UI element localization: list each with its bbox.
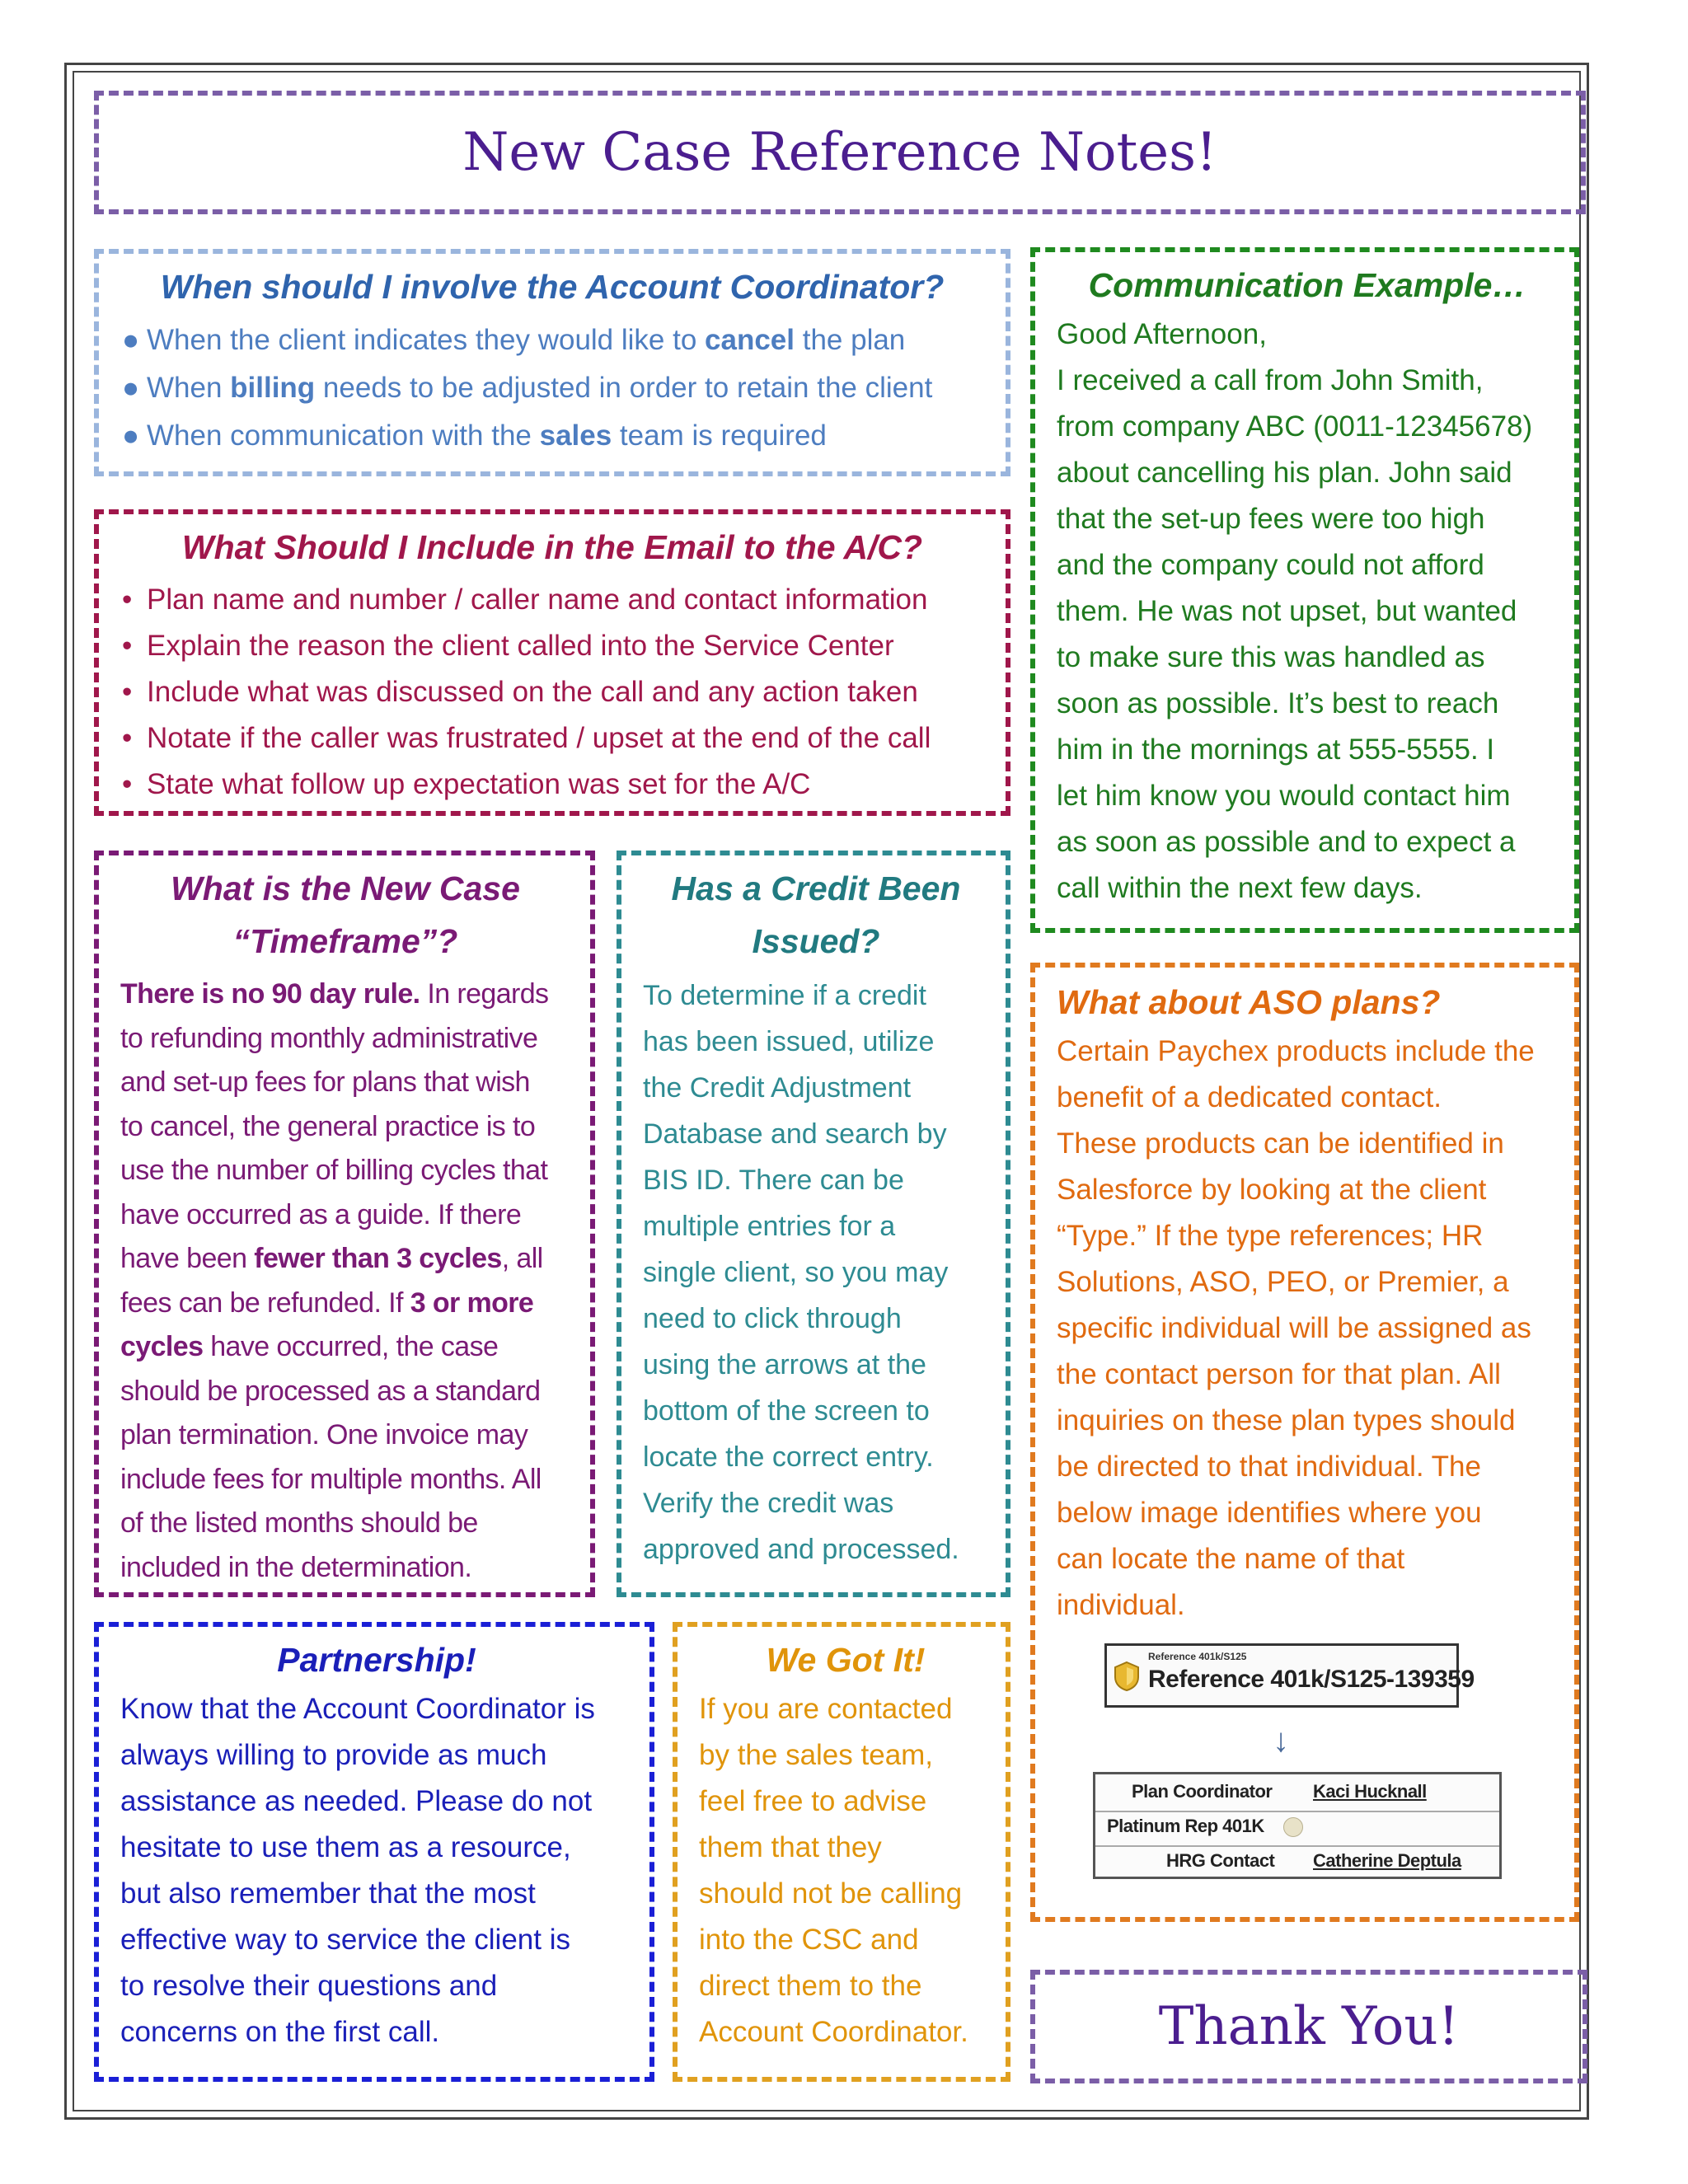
text-line: from company ABC (0011-12345678): [1057, 410, 1533, 443]
text-line: need to click through: [643, 1303, 902, 1334]
text-line: I received a call from John Smith,: [1057, 363, 1484, 396]
table-row: [1095, 1778, 1499, 1811]
text-line: cycles have occurred, the case: [120, 1331, 499, 1362]
text-line: fees can be refunded. If 3 or more: [120, 1286, 534, 1319]
bullet-icon: •: [122, 767, 133, 800]
list-item: • Plan name and number / caller name and contact information: [122, 577, 982, 623]
salesforce-screenshot-figure: [1104, 1643, 1475, 1907]
thank-you-text: Thank You!: [1158, 1996, 1460, 2057]
text-line: BIS ID. There can be: [643, 1165, 904, 1196]
text-line: use the number of billing cycles that: [120, 1155, 548, 1186]
communication-example-box: [1030, 247, 1579, 933]
text-line: Verify the credit was: [643, 1488, 894, 1519]
reference-field: [1104, 1643, 1475, 1708]
table-row-label: HRG Contact: [1166, 1850, 1275, 1871]
communication-heading: Communication Example…: [1088, 266, 1526, 304]
bullet-icon: ●: [122, 419, 140, 452]
account-coordinator-list: [122, 316, 982, 460]
communication-text: [1057, 312, 1558, 912]
text-line: feel free to advise: [699, 1784, 927, 1817]
text-line: to resolve their questions and: [120, 1969, 498, 2002]
text-line: To determine if a credit: [643, 980, 926, 1011]
text-line: hesitate to use them as a resource,: [120, 1830, 571, 1863]
text-line: include fees for multiple months. All: [120, 1463, 542, 1495]
reference-label-small: Reference 401k/S125: [1148, 1651, 1247, 1662]
aso-plans-box: [1030, 963, 1579, 1922]
text-line: below image identifies where you: [1057, 1496, 1482, 1529]
table-row-value: Catherine Deptula: [1313, 1850, 1461, 1871]
text-line: and the company could not afford: [1057, 548, 1484, 581]
text-line: inquiries on these plan types should: [1057, 1404, 1516, 1436]
text-line: concerns on the first call.: [120, 2015, 440, 2048]
text-line: them that they: [699, 1830, 882, 1863]
text-line: by the sales team,: [699, 1738, 934, 1771]
text-line: plan termination. One invoice may: [120, 1419, 528, 1451]
text-line: locate the correct entry.: [643, 1441, 934, 1473]
text-line: individual.: [1057, 1588, 1185, 1621]
list-item: ● When billing needs to be adjusted in order to retain the client: [122, 364, 982, 412]
text-line: “Type.” If the type references; HR: [1057, 1219, 1484, 1252]
text-line: should not be calling: [699, 1877, 963, 1910]
text-line: included in the determination.: [120, 1551, 472, 1583]
bullet-icon: •: [122, 675, 133, 708]
text-line: him in the mornings at 555-5555. I: [1057, 733, 1495, 766]
account-coordinator-heading: When should I involve the Account Coordinator?: [160, 268, 945, 306]
text-line: about cancelling his plan. John said: [1057, 456, 1512, 489]
text-line: as soon as possible and to expect a: [1057, 825, 1516, 858]
timeframe-heading: What is the New Case “Timeframe”?: [171, 869, 520, 960]
text-line: to refunding monthly administrative: [120, 1022, 538, 1054]
list-item: • State what follow up expectation was set for the A/C: [122, 762, 982, 808]
email-contents-box: [94, 509, 1010, 816]
table-row-label: Plan Coordinator: [1132, 1781, 1273, 1802]
list-item: ● When the client indicates they would like to cancel the plan: [122, 316, 982, 364]
text-line: can locate the name of that: [1057, 1542, 1405, 1575]
email-contents-heading: What Should I Include in the Email to the A/C?: [181, 528, 923, 566]
text-line: but also remember that the most: [120, 1877, 536, 1910]
text-line: Salesforce by looking at the client: [1057, 1173, 1487, 1206]
text-line: Know that the Account Coordinator is: [120, 1692, 595, 1725]
table-row: [1095, 1845, 1499, 1880]
text-line: of the listed months should be: [120, 1507, 478, 1539]
text-line: There is no 90 day rule. In regards: [120, 978, 549, 1010]
text-line: that the set-up fees were too high: [1057, 502, 1485, 535]
text-line: effective way to service the client is: [120, 1923, 570, 1956]
list-item: • Notate if the caller was frustrated / upset at the end of the call: [122, 715, 982, 762]
partnership-heading: Partnership!: [277, 1641, 476, 1679]
shield-badge-icon: [1114, 1661, 1140, 1692]
credit-heading: Has a Credit Been Issued?: [671, 869, 961, 960]
reference-value: Reference 401k/S125-139359: [1148, 1666, 1475, 1693]
text-line: approved and processed.: [643, 1534, 959, 1565]
thank-you-box: [1030, 1970, 1587, 2083]
credit-box: [617, 851, 1010, 1597]
text-line: Good Afternoon,: [1057, 317, 1267, 350]
text-line: let him know you would contact him: [1057, 779, 1511, 812]
status-dot-icon: [1283, 1817, 1303, 1837]
list-item: • Explain the reason the client called into the Service Center: [122, 623, 982, 669]
aso-heading: What about ASO plans?: [1057, 983, 1441, 1021]
table-row-label: Platinum Rep 401K: [1107, 1816, 1264, 1836]
list-item: • Include what was discussed on the call and any action taken: [122, 669, 982, 715]
table-row: [1095, 1811, 1499, 1845]
text-line: using the arrows at the: [643, 1349, 926, 1380]
text-line: Solutions, ASO, PEO, or Premier, a: [1057, 1265, 1509, 1298]
text-line: assistance as needed. Please do not: [120, 1784, 593, 1817]
we-got-it-text: [699, 1686, 992, 2055]
page-title: New Case Reference Notes!: [462, 122, 1217, 183]
arrow-down-icon: ↓: [1273, 1722, 1289, 1759]
text-line: benefit of a dedicated contact.: [1057, 1080, 1442, 1113]
text-line: to cancel, the general practice is to: [120, 1110, 536, 1142]
text-line: single client, so you may: [643, 1257, 949, 1288]
text-line: These products can be identified in: [1057, 1127, 1504, 1160]
text-line: Certain Paychex products include the: [1057, 1034, 1535, 1067]
bullet-icon: •: [122, 721, 133, 754]
text-line: has been issued, utilize: [643, 1026, 935, 1057]
text-line: have occurred as a guide. If there: [120, 1198, 522, 1230]
text-line: bottom of the screen to: [643, 1395, 930, 1427]
text-line: should be processed as a standard: [120, 1375, 541, 1407]
text-line: soon as possible. It’s best to reach: [1057, 687, 1499, 719]
text-line: If you are contacted: [699, 1692, 953, 1725]
text-line: be directed to that individual. The: [1057, 1450, 1481, 1483]
text-line: them. He was not upset, but wanted: [1057, 594, 1517, 627]
partnership-text: [120, 1686, 633, 2055]
credit-text: [643, 972, 989, 1572]
text-line: direct them to the: [699, 1969, 922, 2002]
text-line: into the CSC and: [699, 1923, 919, 1956]
we-got-it-box: [673, 1622, 1010, 2082]
text-line: specific individual will be assigned as: [1057, 1311, 1531, 1344]
bullet-icon: •: [122, 583, 133, 616]
aso-text: [1057, 1029, 1558, 1629]
account-coordinator-box: [94, 249, 1010, 476]
text-line: the Credit Adjustment: [643, 1072, 912, 1104]
list-item: ● When communication with the sales team is required: [122, 412, 982, 460]
contact-table: [1093, 1772, 1502, 1879]
bullet-icon: ●: [122, 371, 140, 404]
text-line: have been fewer than 3 cycles, all: [120, 1243, 543, 1274]
bullet-icon: •: [122, 629, 133, 662]
email-contents-list: [122, 577, 982, 808]
text-line: always willing to provide as much: [120, 1738, 547, 1771]
text-line: Database and search by: [643, 1118, 947, 1150]
text-line: to make sure this was handled as: [1057, 640, 1485, 673]
text-line: multiple entries for a: [643, 1211, 896, 1242]
text-line: and set-up fees for plans that wish: [120, 1066, 530, 1098]
text-line: Account Coordinator.: [699, 2015, 968, 2048]
partnership-box: [94, 1622, 654, 2082]
title-box: [94, 91, 1586, 214]
timeframe-text: [120, 972, 570, 1590]
text-line: call within the next few days.: [1057, 871, 1423, 904]
text-line: the contact person for that plan. All: [1057, 1357, 1501, 1390]
we-got-it-heading: We Got It!: [766, 1641, 926, 1679]
bullet-icon: ●: [122, 323, 140, 356]
timeframe-box: [94, 851, 595, 1597]
table-row-value: Kaci Hucknall: [1313, 1781, 1427, 1802]
